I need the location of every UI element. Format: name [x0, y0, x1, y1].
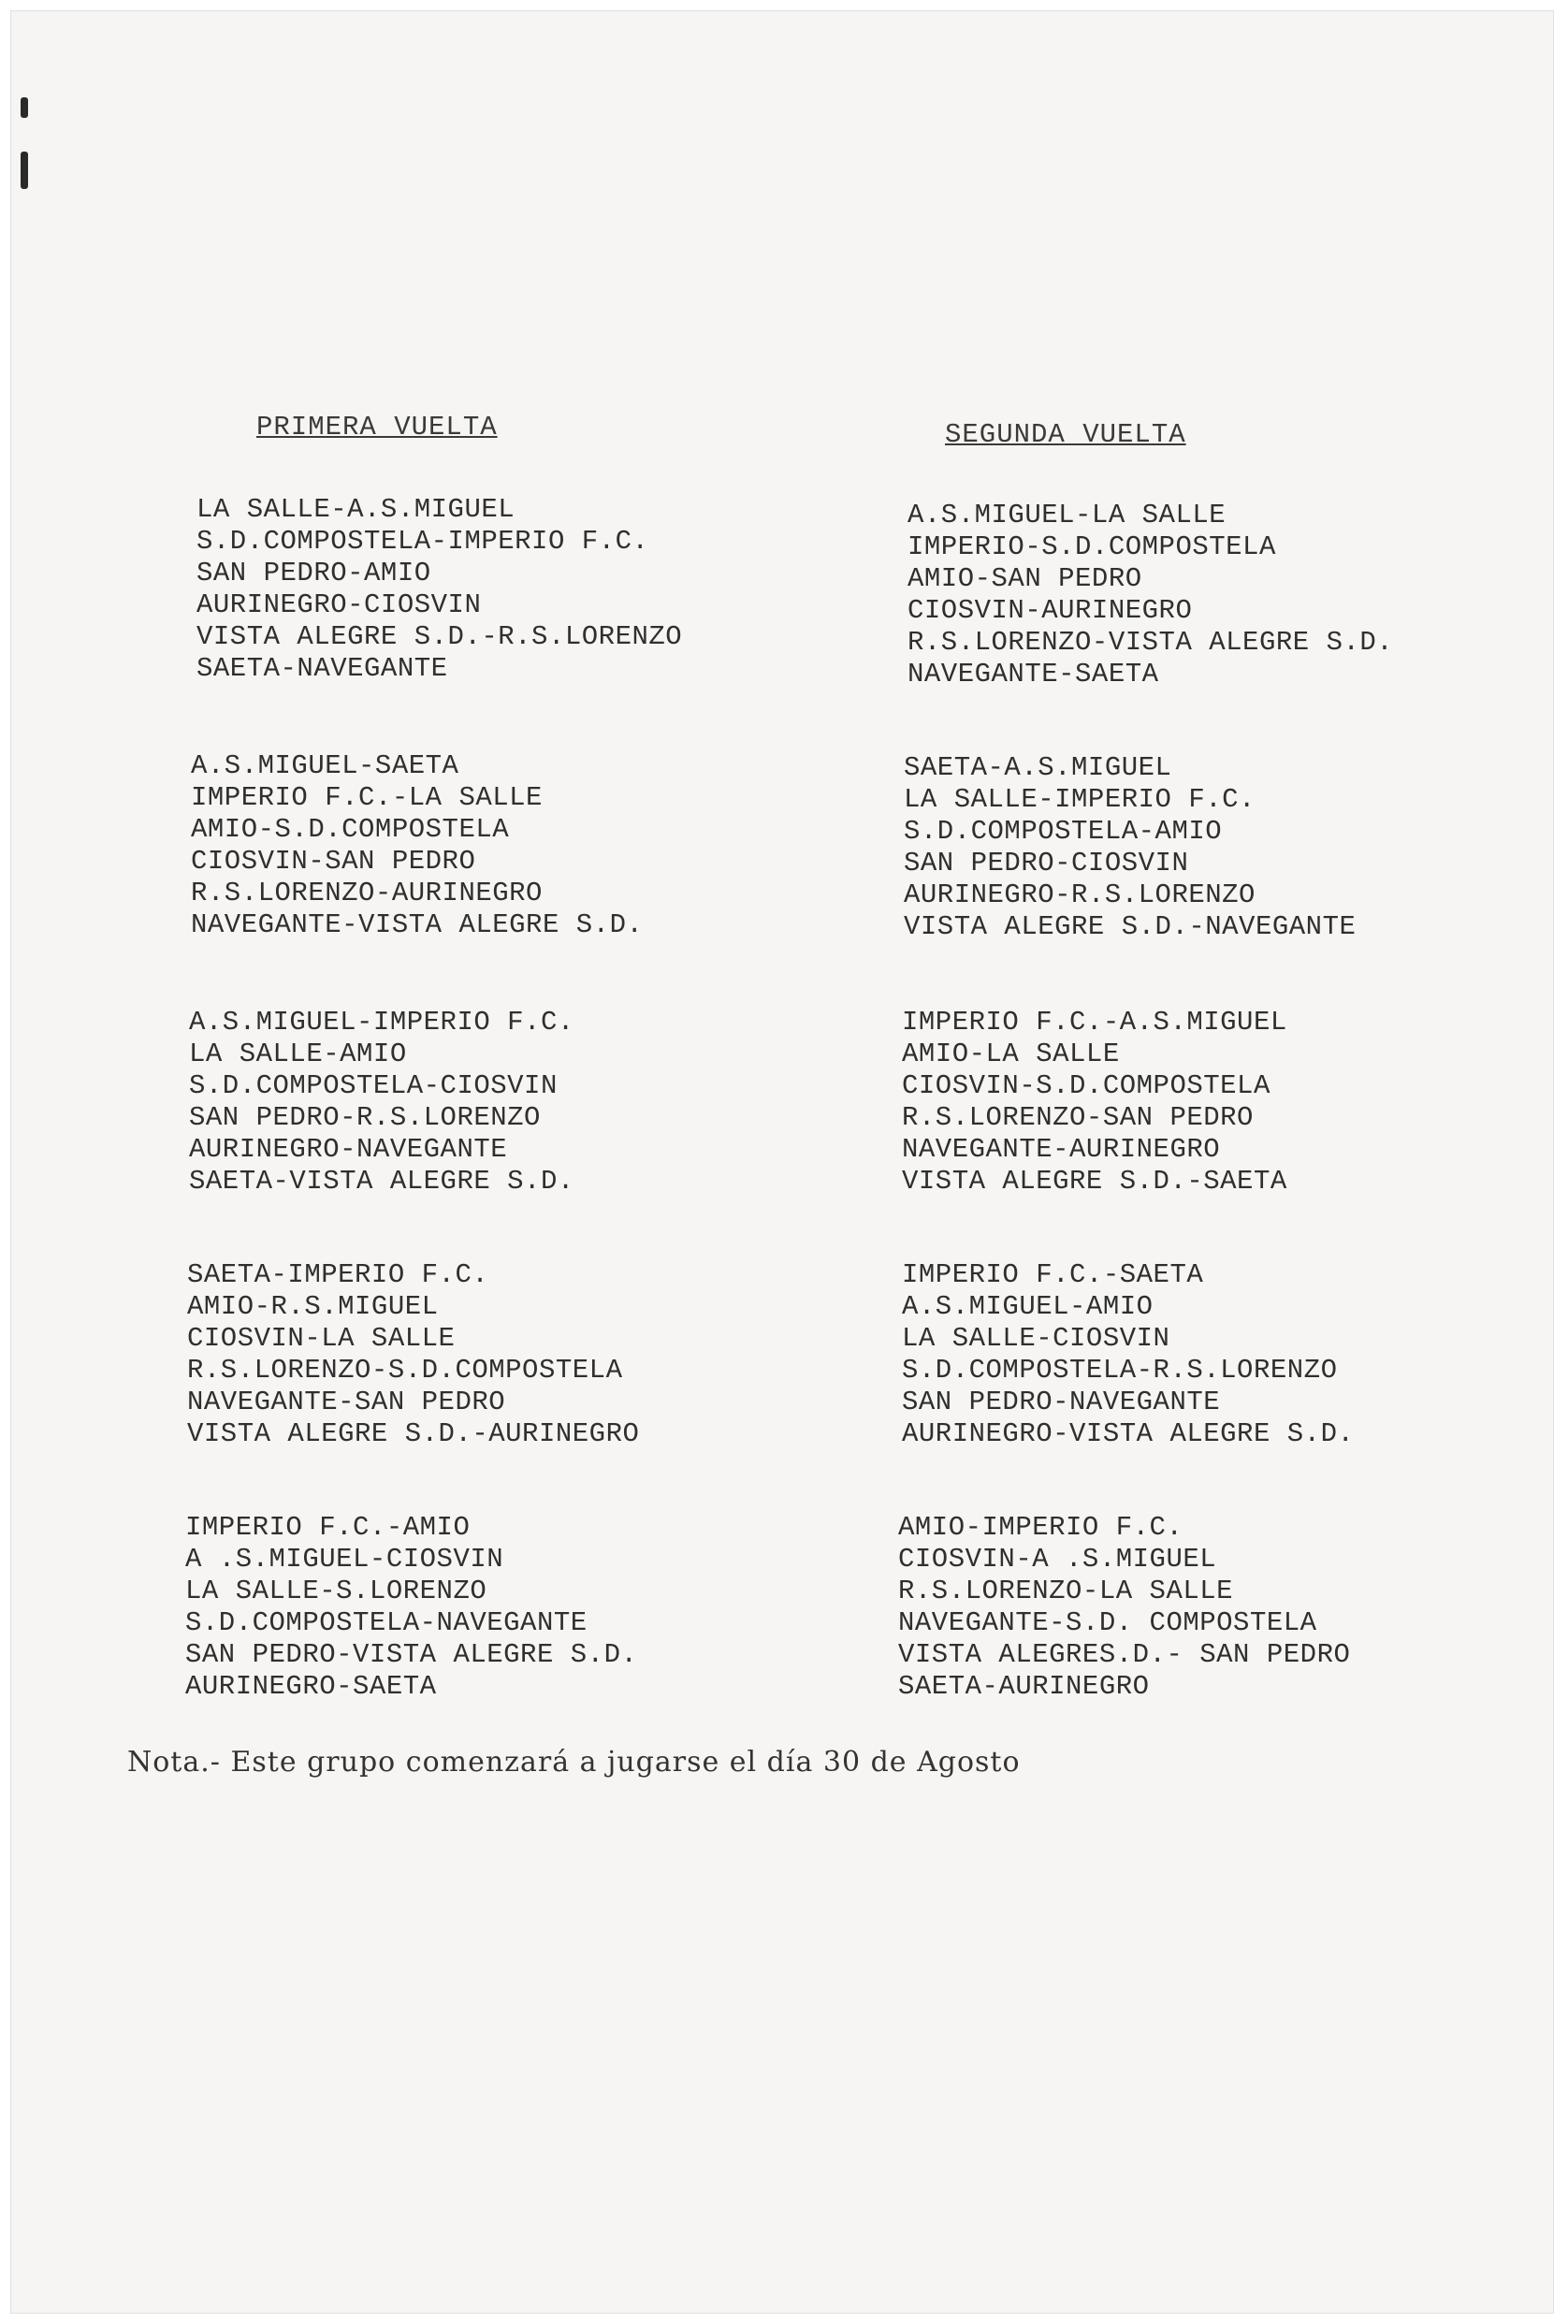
document-page	[11, 11, 1553, 2313]
match-line: SAETA-IMPERIO F.C.	[187, 1259, 489, 1290]
match-line: NAVEGANTE-AURINEGRO	[902, 1134, 1221, 1165]
match-line: LA SALLE-S.LORENZO	[185, 1576, 487, 1606]
primera-vuelta-jornada-2	[191, 750, 864, 941]
match-line: VISTA ALEGRE S.D.-SAETA	[902, 1166, 1287, 1197]
match-line: LA SALLE-CIOSVIN	[902, 1323, 1170, 1354]
primera-vuelta-jornada-3	[189, 1007, 863, 1198]
match-line: R.S.LORENZO-S.D.COMPOSTELA	[187, 1355, 623, 1386]
match-line: CIOSVIN-A .S.MIGUEL	[898, 1544, 1217, 1575]
segunda-vuelta-jornada-5	[898, 1512, 1568, 1703]
match-line: IMPERIO F.C.-AMIO	[185, 1512, 471, 1543]
match-line: CIOSVIN-SAN PEDRO	[191, 846, 476, 877]
match-line: CIOSVIN-AURINEGRO	[907, 595, 1193, 626]
match-line: S.D.COMPOSTELA-R.S.LORENZO	[902, 1355, 1338, 1386]
match-line: AMIO-LA SALLE	[902, 1039, 1120, 1069]
primera-vuelta-heading: PRIMERA VUELTA	[256, 412, 498, 443]
match-line: AURINEGRO-R.S.LORENZO	[904, 879, 1256, 910]
segunda-vuelta-jornada-1	[907, 500, 1568, 690]
match-line: LA SALLE-IMPERIO F.C.	[904, 784, 1256, 815]
match-line: CIOSVIN-LA SALLE	[187, 1323, 456, 1354]
match-line: LA SALLE-A.S.MIGUEL	[196, 494, 515, 525]
match-line: AURINEGRO-NAVEGANTE	[189, 1134, 508, 1165]
match-line: IMPERIO F.C.-LA SALLE	[191, 782, 543, 813]
match-line: VISTA ALEGRE S.D.-R.S.LORENZO	[196, 621, 683, 652]
primera-vuelta-jornada-4	[187, 1259, 861, 1450]
match-line: IMPERIO F.C.-SAETA	[902, 1259, 1204, 1290]
match-line: SAN PEDRO-AMIO	[196, 558, 431, 588]
match-line: NAVEGANTE-SAN PEDRO	[187, 1387, 506, 1417]
match-line: IMPERIO F.C.-A.S.MIGUEL	[902, 1007, 1287, 1038]
primera-vuelta-jornada-1	[196, 494, 870, 685]
match-line: AMIO-R.S.MIGUEL	[187, 1291, 439, 1322]
match-line: SAETA-AURINEGRO	[898, 1671, 1150, 1702]
match-line: AURINEGRO-CIOSVIN	[196, 589, 482, 620]
match-line: R.S.LORENZO-SAN PEDRO	[902, 1102, 1254, 1133]
match-line: A.S.MIGUEL-AMIO	[902, 1291, 1154, 1322]
match-line: AURINEGRO-SAETA	[185, 1671, 437, 1702]
match-line: SAN PEDRO-NAVEGANTE	[902, 1387, 1221, 1417]
primera-vuelta-jornada-5	[185, 1512, 859, 1703]
match-line: CIOSVIN-S.D.COMPOSTELA	[902, 1070, 1270, 1101]
match-line: S.D.COMPOSTELA-AMIO	[904, 816, 1223, 847]
match-line: R.S.LORENZO-VISTA ALEGRE S.D.	[907, 627, 1394, 658]
segunda-vuelta-jornada-2	[904, 752, 1568, 943]
match-line: AMIO-SAN PEDRO	[907, 563, 1142, 594]
match-line: SAETA-A.S.MIGUEL	[904, 752, 1172, 783]
match-line: VISTA ALEGRE S.D.-NAVEGANTE	[904, 911, 1357, 942]
match-line: AMIO-S.D.COMPOSTELA	[191, 814, 510, 845]
match-line: A .S.MIGUEL-CIOSVIN	[185, 1544, 504, 1575]
match-line: A.S.MIGUEL-SAETA	[191, 750, 459, 781]
match-line: SAETA-NAVEGANTE	[196, 653, 448, 684]
punch-mark	[21, 97, 28, 118]
match-line: LA SALLE-AMIO	[189, 1039, 407, 1069]
match-line: R.S.LORENZO-AURINEGRO	[191, 878, 543, 908]
match-line: IMPERIO-S.D.COMPOSTELA	[907, 531, 1276, 562]
match-line: SAN PEDRO-VISTA ALEGRE S.D.	[185, 1639, 638, 1670]
segunda-vuelta-jornada-4	[902, 1259, 1568, 1450]
match-line: SAETA-VISTA ALEGRE S.D.	[189, 1166, 574, 1197]
match-line: A.S.MIGUEL-LA SALLE	[907, 500, 1227, 530]
match-line: SAN PEDRO-R.S.LORENZO	[189, 1102, 541, 1133]
match-line: R.S.LORENZO-LA SALLE	[898, 1576, 1234, 1606]
match-line: NAVEGANTE-S.D. COMPOSTELA	[898, 1607, 1317, 1638]
match-line: S.D.COMPOSTELA-CIOSVIN	[189, 1070, 558, 1101]
match-line: A.S.MIGUEL-IMPERIO F.C.	[189, 1007, 574, 1038]
match-line: VISTA ALEGRE S.D.-AURINEGRO	[187, 1418, 640, 1449]
match-line: VISTA ALEGRES.D.- SAN PEDRO	[898, 1639, 1351, 1670]
match-line: AMIO-IMPERIO F.C.	[898, 1512, 1183, 1543]
start-date-note: Nota.- Este grupo comenzará a jugarse el día 30 de Agosto	[127, 1746, 1021, 1779]
match-line: S.D.COMPOSTELA-NAVEGANTE	[185, 1607, 588, 1638]
segunda-vuelta-jornada-3	[902, 1007, 1568, 1198]
match-line: SAN PEDRO-CIOSVIN	[904, 848, 1189, 879]
match-line: NAVEGANTE-SAETA	[907, 659, 1159, 690]
match-line: NAVEGANTE-VISTA ALEGRE S.D.	[191, 909, 644, 940]
match-line: AURINEGRO-VISTA ALEGRE S.D.	[902, 1418, 1355, 1449]
segunda-vuelta-heading: SEGUNDA VUELTA	[945, 419, 1186, 450]
match-line: S.D.COMPOSTELA-IMPERIO F.C.	[196, 526, 649, 557]
punch-mark	[21, 152, 28, 189]
